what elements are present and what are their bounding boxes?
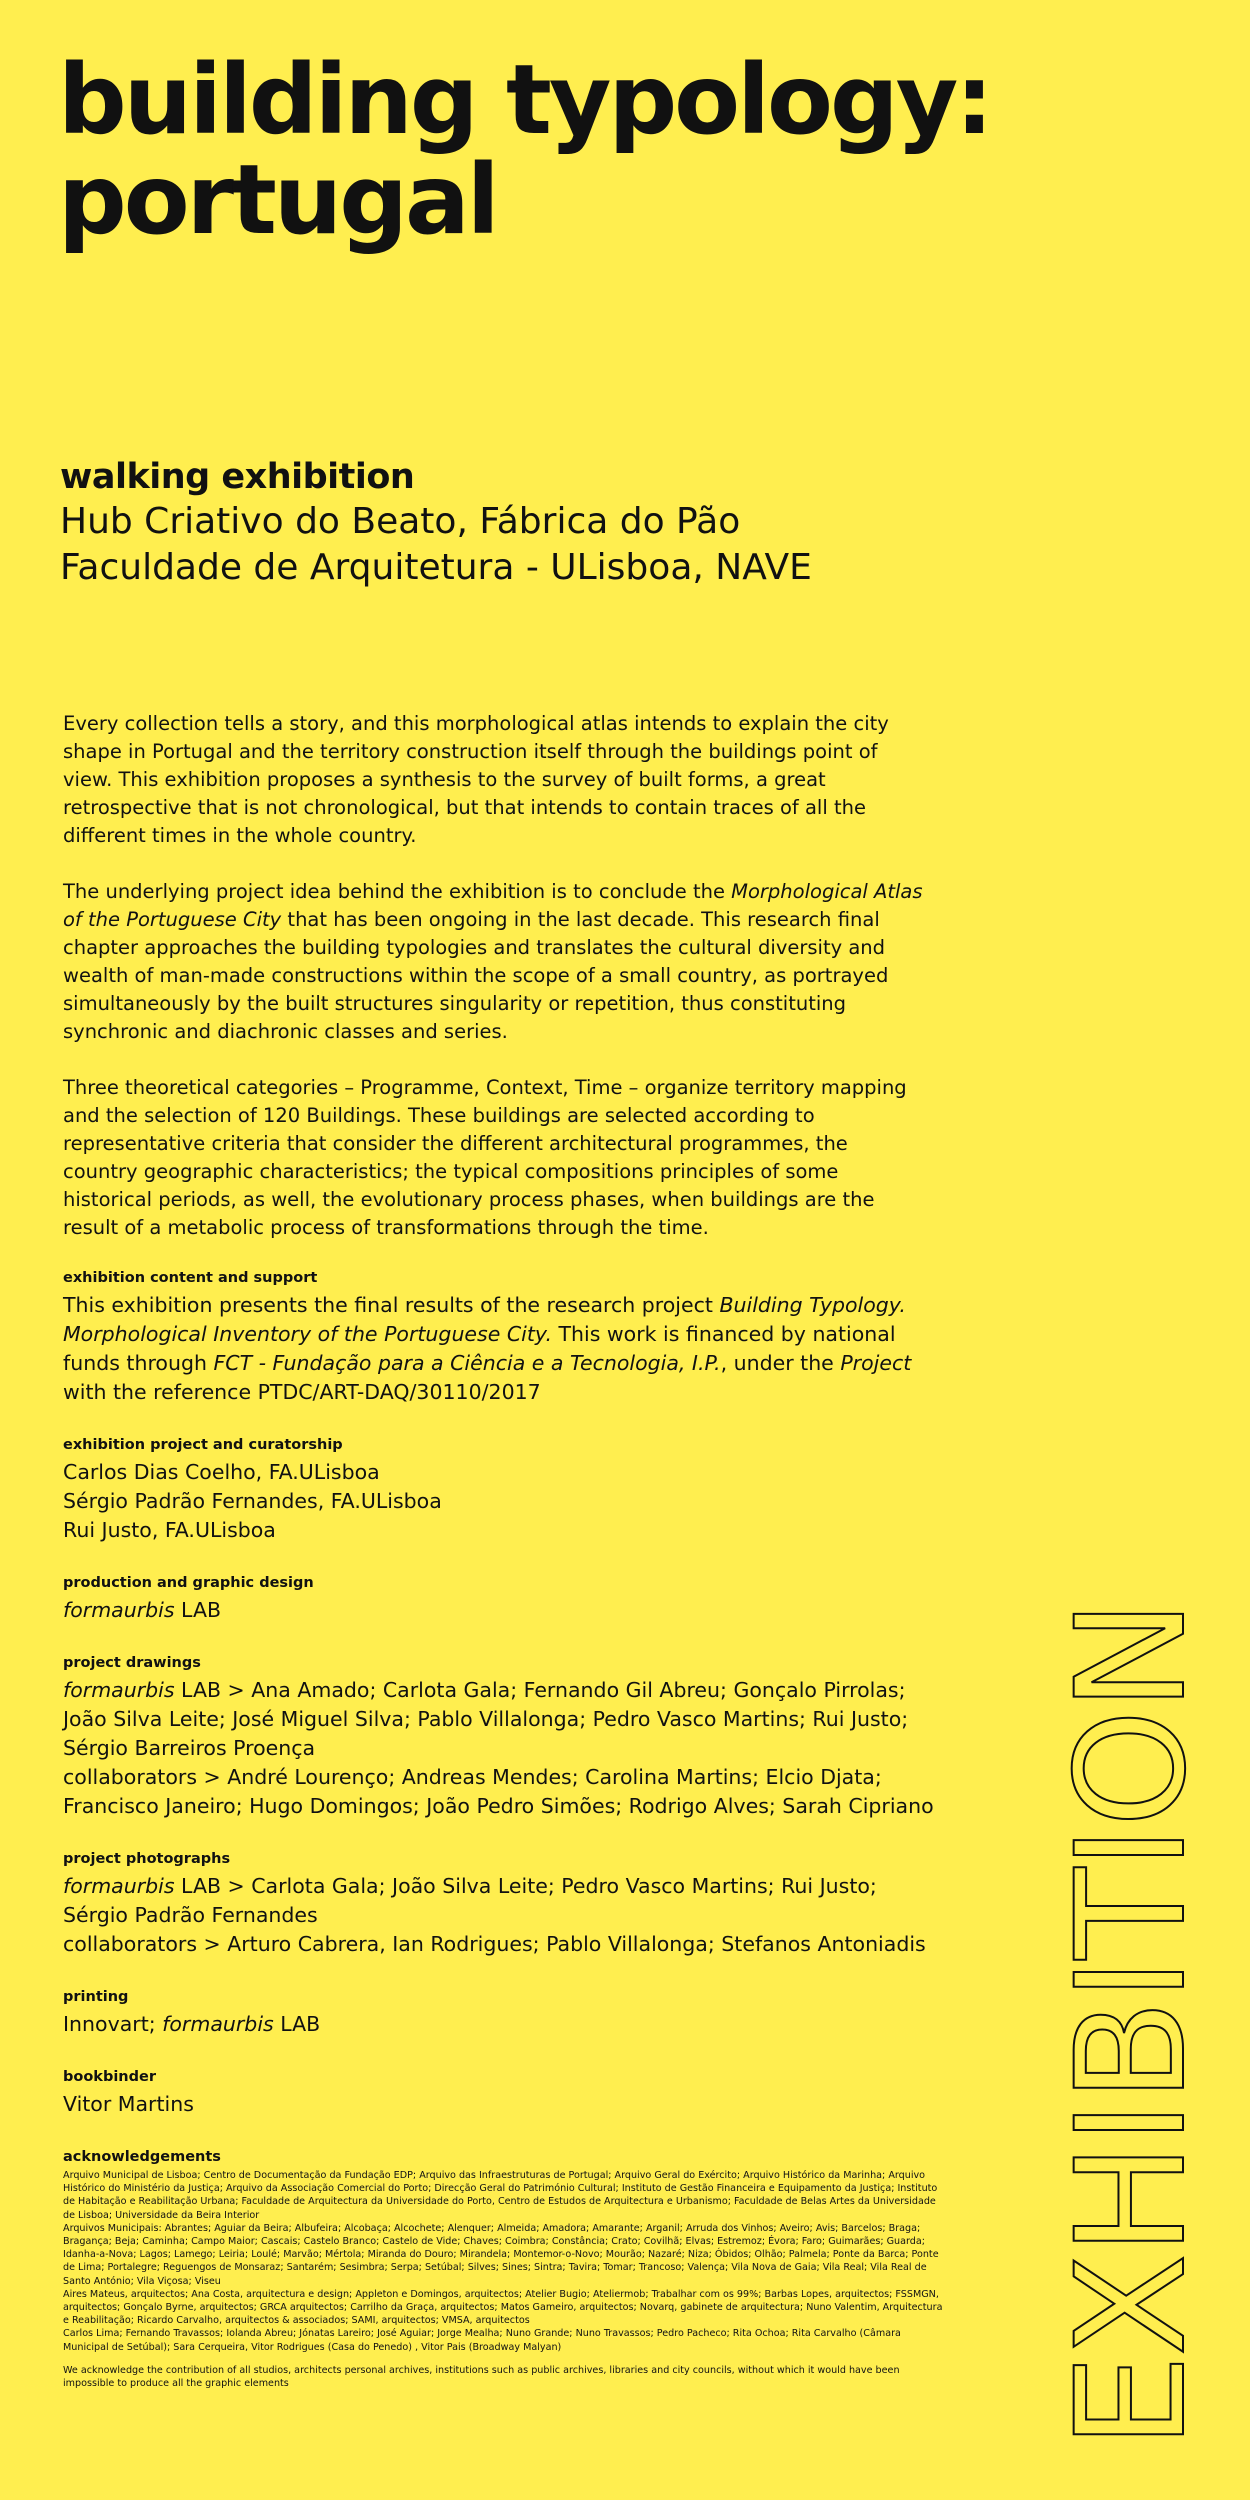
credit-label: exhibition project and curatorship <box>63 1437 343 1453</box>
credit-body <box>63 1291 943 1407</box>
credits <box>63 1268 943 2418</box>
walking-exhibition-label: walking exhibition <box>60 457 415 497</box>
photographs-collaborators: collaborators > Arturo Cabrera, Ian Rodrigues; Pablo Villalonga; Stefanos Antoniadis <box>63 1932 926 1956</box>
ack-people: Carlos Lima; Fernando Travassos; Iolanda Abreu; Jónatas Lareiro; José Aguiar; Jorge Mealha; Nuno Grande; Nuno Travassos; Pedro Pacheco; Rita Ochoa; Rita Carvalho (Câmara Municipal de Setúbal); Sara Cerqueira, Vitor Rodrigues (Casa do Penedo) , Vitor Pais (Broadway Malyan) <box>63 2328 901 2353</box>
curator-name: Sérgio Padrão Fernandes, FA.ULisboa <box>63 1489 442 1513</box>
content-text: This exhibition presents the final results of the research project <box>63 1293 720 1317</box>
project-reference: with the reference PTDC/ART-DAQ/30110/2017 <box>63 1380 541 1404</box>
curator-name: Rui Justo, FA.ULisboa <box>63 1518 276 1542</box>
credit-label: project photographs <box>63 1851 231 1867</box>
studio-name: formaurbis <box>63 1598 175 1622</box>
credit-label: production and graphic design <box>63 1575 314 1591</box>
intro-p2-text-continued: that has been ongoing in the last decade. This research final chapter approaches the building typologies and translates the cultural diversity and wealth of man-made constructions within the scope of a small country, as portrayed simultaneously by the built structures singularity or repetition, thus constituting synchronic and diachronic classes and series. <box>63 908 889 1043</box>
ack-archives: Arquivo Municipal de Lisboa; Centro de Documentação da Fundação EDP; Arquivo das Infraestruturas de Portugal; Arquivo Geral do Exército; Arquivo Histórico da Marinha; Arquivo Histórico do Ministério da Justiça; Arquivo da Associação Comercial do Porto; Direcção Geral do Património Cultural; Instituto de Gestão Financeira e Equipamento da Justiça; Instituto de Habitação e Reabilitação Urbana; Faculdade de Arquitectura da Universidade do Porto, Centro de Estudos de Arquitectura e Urbanismo; Faculdade de Belas Artes da Universidade de Lisboa; Universidade da Beira Interior <box>63 2170 938 2221</box>
printer-name: Innovart; <box>63 2012 163 2036</box>
curator-name: Carlos Dias Coelho, FA.ULisboa <box>63 1460 380 1484</box>
studio-suffix: LAB <box>273 2012 321 2036</box>
credit-label: printing <box>63 1989 129 2005</box>
studio-suffix: LAB <box>174 1598 222 1622</box>
intro-paragraph-1: Every collection tells a story, and this morphological atlas intends to explain the city shape in Portugal and the territory construction itself through the buildings point of view. This exhibition proposes a synthesis to the survey of built forms, a great retrospective that is not chronological, but that intends to contain traces of all the different times in the whole country. <box>63 712 889 847</box>
credit-body <box>63 2010 943 2039</box>
studio-name: formaurbis <box>63 1874 175 1898</box>
vertical-exhibition-word: EXHIBITION <box>1045 1601 1219 2449</box>
exhibition-title <box>58 44 991 256</box>
bookbinder-name: Vitor Martins <box>63 2092 194 2116</box>
funder-name: FCT - Fundação para a Ciência e a Tecnologia, I.P. <box>213 1351 721 1375</box>
content-text: , under the <box>720 1351 841 1375</box>
credit-body <box>63 1596 943 1625</box>
project-title: Building Typology. Morphological Inventory of the Portuguese City. <box>63 1293 906 1346</box>
ack-municipal-archives: Arquivos Municipais: Abrantes; Aguiar da Beira; Albufeira; Alcobaça; Alcochete; Alenquer; Almeida; Amadora; Amarante; Arganil; Arruda dos Vinhos; Aveiro; Avis; Barcelos; Braga; Bragança; Beja; Caminha; Campo Maior; Cascais; Castelo Branco; Castelo de Vide; Chaves; Coimbra; Constância; Crato; Covilhã; Elvas; Estremoz; Évora; Faro; Guimarães; Guarda; Idanha-a-Nova; Lagos; Lamego; Leiria; Loulé; Marvão; Mértola; Miranda do Douro; Mirandela; Montemor-o-Novo; Mourão; Nazaré; Niza; Óbidos; Olhão; Palmela; Ponte da Barca; Ponte de Lima; Portalegre; Reguengos de Monsaraz; Santarém; Sesimbra; Serpa; Setúbal; Silves; Sines; Sintra; Tavira; Tomar; Trancoso; Valença; Vila Nova de Gaia; Vila Real; Vila Real de Santo António; Vila Viçosa; Viseu <box>63 2222 939 2287</box>
credit-production <box>63 1573 943 1625</box>
drawings-team-names: LAB > Ana Amado; Carlota Gala; Fernando Gil Abreu; Gonçalo Pirrolas; João Silva Leite; José Miguel Silva; Pablo Villalonga; Pedro Vasco Martins; Rui Justo; Sérgio Barreiros Proença <box>63 1678 909 1760</box>
credit-body <box>63 1676 943 1821</box>
credit-photographs <box>63 1849 943 1959</box>
title-line-1: building typology: <box>58 44 991 156</box>
credit-label: acknowledgements <box>63 2149 221 2165</box>
credit-content-support <box>63 1268 943 1407</box>
credit-drawings <box>63 1653 943 1821</box>
intro-paragraph-2 <box>63 878 923 1046</box>
walking-exhibition-block <box>60 455 812 591</box>
content-text: This work is financed by national funds through <box>63 1322 896 1375</box>
intro-paragraph-3: Three theoretical categories – Programme, Context, Time – organize territory mapping and the selection of 120 Buildings. These buildings are selected according to representative criteria that consider the different architectural programmes, the country geographic characteristics; the typical compositions principles of some historical periods, as well, the evolutionary process phases, when buildings are the result of a metabolic process of transformations through the time. <box>63 1076 907 1239</box>
photographs-team <box>63 1872 943 1930</box>
credit-label: bookbinder <box>63 2069 156 2085</box>
studio-name: formaurbis <box>162 2012 274 2036</box>
venues <box>60 499 812 591</box>
credit-printing <box>63 1987 943 2039</box>
drawings-collaborators: collaborators > André Lourenço; Andreas Mendes; Carolina Martins; Elcio Djata; Francisco Janeiro; Hugo Domingos; João Pedro Simões; Rodrigo Alves; Sarah Cipriano <box>63 1765 934 1818</box>
ack-note: We acknowledge the contribution of all studios, architects personal archives, institutions such as public archives, libraries and city councils, without which it would have been impossible to produce all the graphic elements <box>63 2364 900 2390</box>
venue-2: Faculdade de Arquitetura - ULisboa, NAVE <box>60 547 812 588</box>
atlas-title: Morphological Atlas of the Portuguese City <box>63 880 923 931</box>
credit-body <box>63 1458 943 1545</box>
title-line-2: portugal <box>58 144 497 256</box>
project-word: Project <box>840 1351 912 1375</box>
credit-curatorship <box>63 1435 943 1545</box>
photographs-team-names: LAB > Carlota Gala; João Silva Leite; Pedro Vasco Martins; Rui Justo; Sérgio Padrão Fernandes <box>63 1874 877 1927</box>
credit-acknowledgements <box>63 2147 943 2390</box>
intro-p2-text: The underlying project idea behind the exhibition is to conclude the <box>63 880 732 903</box>
credit-label: exhibition content and support <box>63 1270 318 1286</box>
credit-label: project drawings <box>63 1655 201 1671</box>
venue-1: Hub Criativo do Beato, Fábrica do Pão <box>60 501 741 542</box>
credit-body <box>63 1872 943 1959</box>
drawings-team <box>63 1676 943 1763</box>
intro-text <box>63 710 923 1270</box>
credit-bookbinder <box>63 2067 943 2119</box>
studio-name: formaurbis <box>63 1678 175 1702</box>
ack-studios: Aires Mateus, arquitectos; Ana Costa, arquitectura e design; Appleton e Domingos, arquitectos; Atelier Bugio; Ateliermob; Trabalhar com os 99%; Barbas Lopes, arquitectos; FSSMGN, arquitectos; Gonçalo Byrne, arquitectos; GRCA arquitectos; Carrilho da Graça, arquitectos; Matos Gameiro, arquitectos; Novarq, gabinete de arquitectura; Nuno Valentim, Arquitectura e Reabilitação; Ricardo Carvalho, arquitectos & associados; SAMI, arquitectos; VMSA, arquitectos <box>63 2288 943 2327</box>
